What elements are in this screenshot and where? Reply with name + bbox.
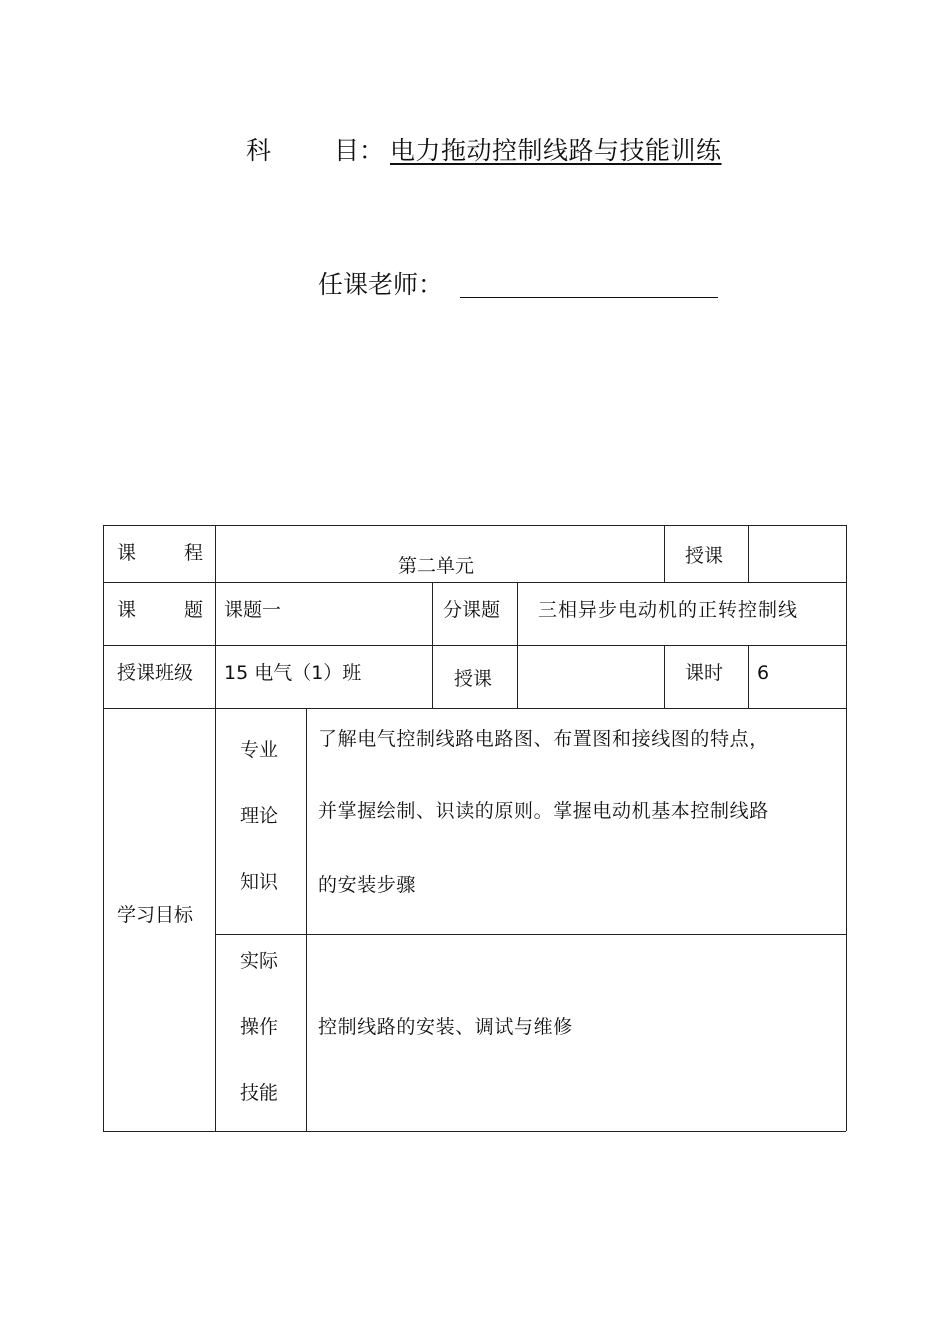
topic-label-2: 题 <box>184 599 204 621</box>
table-border-right <box>846 525 847 1131</box>
table-col-divider <box>517 582 518 708</box>
class-label: 授课班级 <box>117 662 194 684</box>
theory-label-line: 理论 <box>240 805 279 827</box>
course-label-2: 程 <box>184 542 204 564</box>
practice-label-line: 技能 <box>240 1082 279 1104</box>
practice-label-line: 实际 <box>240 950 279 972</box>
table-col-divider <box>748 645 749 708</box>
practice-text: 控制线路的安装、调试与维修 <box>318 1016 573 1038</box>
topic-label-1: 课 <box>117 599 137 621</box>
table-col-divider <box>215 525 216 1131</box>
table-col-divider <box>306 708 307 1131</box>
topic-value: 课题一 <box>224 599 282 621</box>
hours-value: 6 <box>757 662 770 684</box>
table-col-divider <box>748 525 749 582</box>
hours-label: 课时 <box>685 662 724 684</box>
course-value: 第二单元 <box>398 555 475 577</box>
teach-label-2: 授课 <box>454 668 493 690</box>
teacher-blank <box>460 297 718 298</box>
subject-value: 电力拖动控制线路与技能训练 <box>390 136 722 165</box>
subject-label-2: 目： <box>334 136 385 165</box>
theory-text-line: 了解电气控制线路电路图、布置图和接线图的特点， <box>318 728 769 750</box>
theory-label-line: 专业 <box>240 739 279 761</box>
table-col-divider <box>664 645 665 708</box>
course-label-1: 课 <box>117 542 137 564</box>
class-value: 15 电气（1）班 <box>224 662 362 684</box>
table-border-left <box>103 525 104 1131</box>
table-row-divider <box>215 934 846 935</box>
theory-text-line: 并掌握绘制、识读的原则。掌握电动机基本控制线路 <box>318 800 769 822</box>
teacher-label: 任课老师： <box>318 270 444 299</box>
goals-label: 学习目标 <box>117 904 194 926</box>
theory-label-line: 知识 <box>240 871 279 893</box>
practice-label-line: 操作 <box>240 1016 279 1038</box>
theory-text-line: 的安装步骤 <box>318 874 417 896</box>
subtopic-label: 分课题 <box>443 599 501 621</box>
table-col-divider <box>664 525 665 582</box>
table-border-bottom <box>103 1131 846 1132</box>
table-col-divider <box>432 582 433 708</box>
subject-label-1: 科 <box>246 136 272 165</box>
teach-label: 授课 <box>685 545 724 567</box>
subtopic-value: 三相异步电动机的正转控制线 <box>538 599 799 621</box>
